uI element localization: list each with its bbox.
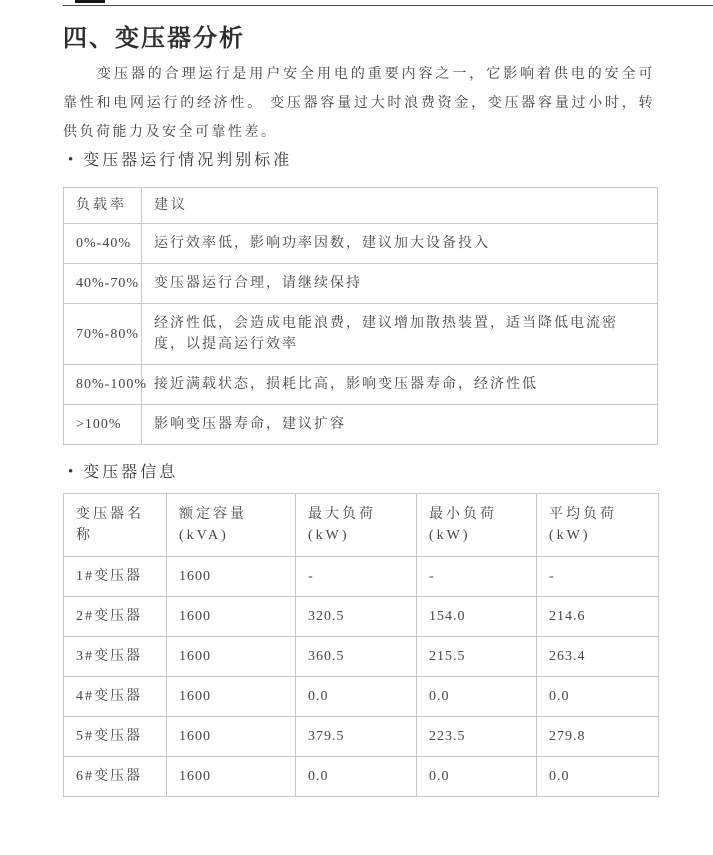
top-horizontal-rule xyxy=(63,5,713,6)
transformer-name-cell: 5#变压器 xyxy=(64,717,167,757)
min-load-column-header: 最小负荷(kW) xyxy=(417,494,537,557)
load-rate-cell: >100% xyxy=(64,405,142,445)
table-row xyxy=(64,717,659,757)
page-title: 四、变压器分析 xyxy=(63,26,245,52)
min-load-cell: - xyxy=(417,557,537,597)
max-load-cell: 320.5 xyxy=(296,597,417,637)
load-rate-cell: 70%-80% xyxy=(64,304,142,365)
transformer-name-cell: 2#变压器 xyxy=(64,597,167,637)
avg-load-column-header: 平均负荷(kW) xyxy=(537,494,659,557)
suggestion-cell: 经济性低，会造成电能浪费，建议增加散热装置，适当降低电流密度，以提高运行效率 xyxy=(142,304,658,365)
min-load-cell: 215.5 xyxy=(417,637,537,677)
min-load-cell: 0.0 xyxy=(417,757,537,797)
avg-load-cell: - xyxy=(537,557,659,597)
table-row xyxy=(64,597,659,637)
transformer-name-cell: 6#变压器 xyxy=(64,757,167,797)
max-load-column-header: 最大负荷(kW) xyxy=(296,494,417,557)
rated-capacity-cell: 1600 xyxy=(167,677,296,717)
section-heading-info-label: 变压器信息 xyxy=(83,464,179,481)
suggestion-cell: 接近满载状态，损耗比高，影响变压器寿命，经济性低 xyxy=(142,365,658,405)
rated-capacity-cell: 1600 xyxy=(167,557,296,597)
min-load-cell: 154.0 xyxy=(417,597,537,637)
suggestion-cell: 运行效率低，影响功率因数，建议加大设备投入 xyxy=(142,224,658,264)
min-load-cell: 223.5 xyxy=(417,717,537,757)
max-load-cell: 379.5 xyxy=(296,717,417,757)
max-load-cell: - xyxy=(296,557,417,597)
table-row xyxy=(64,304,658,365)
min-load-cell: 0.0 xyxy=(417,677,537,717)
load-rate-cell: 80%-100% xyxy=(64,365,142,405)
avg-load-cell: 0.0 xyxy=(537,757,659,797)
section-heading-criteria-label: 变压器运行情况判别标准 xyxy=(83,152,293,169)
suggestion-column-header: 建议 xyxy=(142,188,658,224)
avg-load-cell: 0.0 xyxy=(537,677,659,717)
max-load-cell: 360.5 xyxy=(296,637,417,677)
section-heading-criteria xyxy=(68,147,292,170)
rated-capacity-cell: 1600 xyxy=(167,717,296,757)
transformer-info-table xyxy=(63,493,659,797)
table-header-row xyxy=(64,494,659,557)
intro-paragraph: 变压器的合理运行是用户安全用电的重要内容之一，它影响着供电的安全可靠性和电网运行的经济性。 变压器容量过大时浪费资金，变压器容量过小时，转供负荷能力及安全可靠性差。 xyxy=(63,67,655,140)
rated-capacity-column-header: 额定容量(kVA) xyxy=(167,494,296,557)
avg-load-cell: 279.8 xyxy=(537,717,659,757)
max-load-cell: 0.0 xyxy=(296,677,417,717)
load-rate-column-header: 负载率 xyxy=(64,188,142,224)
avg-load-cell: 263.4 xyxy=(537,637,659,677)
table-row xyxy=(64,365,658,405)
bullet-icon: • xyxy=(68,152,74,168)
rated-capacity-cell: 1600 xyxy=(167,597,296,637)
rated-capacity-cell: 1600 xyxy=(167,637,296,677)
table-row xyxy=(64,677,659,717)
max-load-cell: 0.0 xyxy=(296,757,417,797)
rated-capacity-cell: 1600 xyxy=(167,757,296,797)
table-row xyxy=(64,557,659,597)
section-heading-info xyxy=(68,459,178,482)
transformer-name-cell: 4#变压器 xyxy=(64,677,167,717)
transformer-name-cell: 3#变压器 xyxy=(64,637,167,677)
table-row xyxy=(64,405,658,445)
load-rate-cell: 40%-70% xyxy=(64,264,142,304)
table-row xyxy=(64,637,659,677)
table-row xyxy=(64,264,658,304)
load-rate-criteria-table xyxy=(63,187,658,445)
table-row xyxy=(64,757,659,797)
transformer-name-cell: 1#变压器 xyxy=(64,557,167,597)
transformer-name-column-header: 变压器名称 xyxy=(64,494,167,557)
table-row xyxy=(64,224,658,264)
top-edge-black-bar xyxy=(75,0,105,3)
suggestion-cell: 变压器运行合理，请继续保持 xyxy=(142,264,658,304)
load-rate-cell: 0%-40% xyxy=(64,224,142,264)
bullet-icon: • xyxy=(68,464,74,480)
table-header-row xyxy=(64,188,658,224)
avg-load-cell: 214.6 xyxy=(537,597,659,637)
suggestion-cell: 影响变压器寿命，建议扩容 xyxy=(142,405,658,445)
